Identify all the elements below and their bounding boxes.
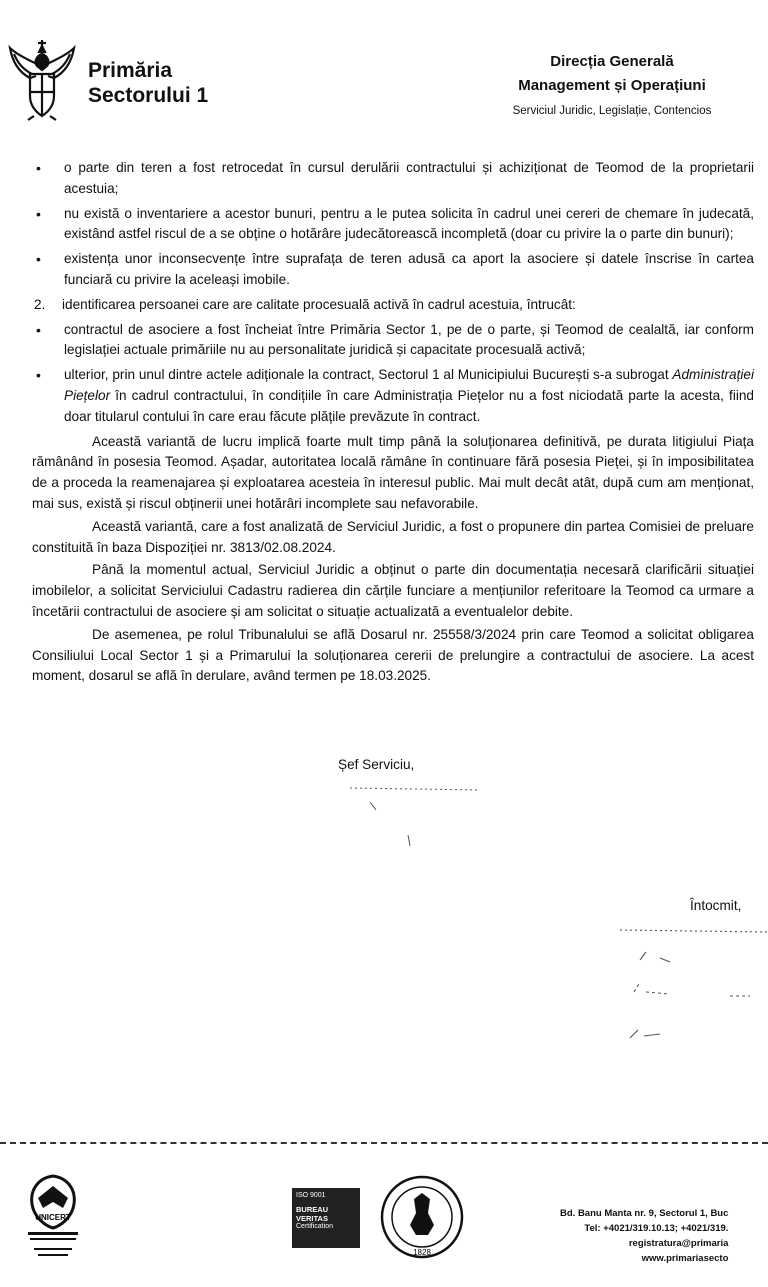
bullet-text-part2: în cadrul contractului, în condițiile în care Administrația Piețelor nu a fost niciodată parte la acesta, fiind doar titularul contului în care erau făcute plățile prevăzute în contract. xyxy=(64,387,754,424)
coat-of-arms-icon xyxy=(6,38,78,122)
bullet-text-part1: ulterior, prin unul dintre actele adiționale la contract, Sectorul 1 al Municipiului București s-a subrogat xyxy=(64,367,673,383)
redacted-signature-icon xyxy=(600,920,768,1060)
bullet-text-italic: Administrației Piețelor xyxy=(64,367,754,403)
department-line1: Direcția Generală xyxy=(550,53,674,70)
paragraph: Până la momentul actual, Serviciul Juridic a obținut o parte din documentația necesară clarificării situației imobilelor, a solicitat Serviciului Cadastru radierea din cărțile funciare a mențiunilor referitoare la Teomod ca urmare a încetării contractului de asociere și am solicitat o situație actualizată a eventualelor debite. xyxy=(32,562,754,619)
paragraph: Această variantă de lucru implică foarte mult timp până la soluționarea definitivă, pe durata litigiului Piața rămânând în posesia Teomod. Așadar, autoritatea locală rămâne în continuare fără posesia Pieței, și în imposibilitatea de a proceda la reamenajarea și exploatarea acesteia în interesul public. Mai mult decât atât, după cum am menționat, mai sus, există și riscul obținerii unei hotărâri incomplete sau nefavorabile. xyxy=(32,433,754,511)
department-line2: Management și Operațiuni xyxy=(518,77,706,94)
bureau-veritas-seal-icon xyxy=(378,1173,466,1263)
unicert-logo-icon xyxy=(8,1168,98,1268)
item-text: identificarea persoanei care are calitate procesuală activă în cadrul acestuia, întrucât: xyxy=(62,296,576,312)
department-block xyxy=(482,50,742,121)
bullet-item: • nu există o inventariere a acestor bunuri, pentru a le putea solicita în cadrul unei cereri de chemare în judecată, existând astfel riscul de a se obține o hotărâre judecătorească incompletă (doar cu privire la o parte din bunuri); xyxy=(32,204,754,246)
bv-seal-year: 1828 xyxy=(413,1248,431,1257)
bureau-veritas-badge xyxy=(292,1188,360,1248)
document-header xyxy=(0,0,768,150)
phone-line: Tel: +4021/319.10.13; +4021/319. xyxy=(584,1223,729,1234)
bullet-item: • contractul de asociere a fost încheiat între Primăria Sector 1, pe de o parte, și Teomod de cealaltă, iar conform legislației actuale primăriile nu au personalitate juridică și capacitate procesuală activă; xyxy=(32,320,754,362)
signature-chief: Șef Serviciu, xyxy=(338,757,415,772)
address-line: Bd. Banu Manta nr. 9, Sectorul 1, Buc xyxy=(560,1208,729,1219)
institution-line2: Sectorului 1 xyxy=(88,84,209,107)
redacted-signature-icon xyxy=(330,780,490,850)
website-line: www.primariasecto xyxy=(641,1253,729,1264)
bv-name: BUREAU VERITAS xyxy=(296,1205,329,1223)
institution-name xyxy=(88,58,208,108)
document-body xyxy=(32,158,754,689)
footer-address xyxy=(560,1206,728,1266)
bv-cert: Certification xyxy=(296,1223,333,1230)
numbered-item-2 xyxy=(32,295,754,316)
email-line: registratura@primaria xyxy=(628,1238,729,1249)
bullet-item: • existența unor inconsecvențe între suprafața de teren adusă ca aport la asociere și datele înscrise în cartea funciară cu privire la aceleași imobile. xyxy=(32,249,754,291)
bv-iso: ISO 9001 xyxy=(296,1192,326,1199)
institution-line1: Primăria xyxy=(88,59,173,82)
paragraph: Această variantă, care a fost analizată de Serviciul Juridic, a fost o propunere din partea Comisiei de preluare constituită în baza Dispoziției nr. 3813/02.08.2024. xyxy=(32,518,754,555)
footer-divider xyxy=(0,1142,768,1144)
unicert-label: UNICERT xyxy=(35,1213,71,1222)
signature-drafted-by: Întocmit, xyxy=(690,898,742,913)
bullet-item xyxy=(32,365,754,427)
bullet-item: • o parte din teren a fost retrocedat în cursul derulării contractului și achiziționat de Teomod de la proprietarii acestuia; xyxy=(32,158,754,200)
item-number: 2. xyxy=(34,296,46,312)
paragraph: De asemenea, pe rolul Tribunalului se află Dosarul nr. 25558/3/2024 prin care Teomod a solicitat obligarea Consiliului Local Sector 1 și a Primarului la soluționarea cererii de prelungire a contractului de asociere. La acest moment, dosarul se află în derulare, având termen pe 18.03.2025. xyxy=(32,626,754,684)
department-line3: Serviciul Juridic, Legislație, Contencios xyxy=(512,105,712,117)
